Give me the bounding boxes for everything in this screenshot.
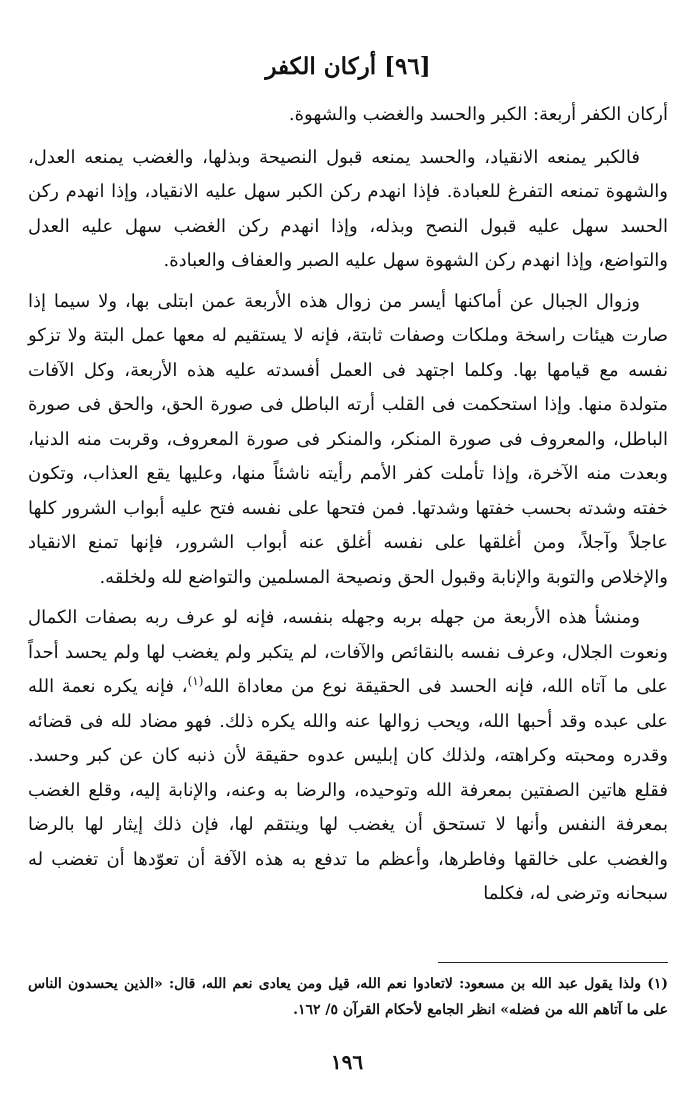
paragraph-intro: أركان الكفر أربعة: الكبر والحسد والغضب والشهوة.	[288, 104, 668, 125]
footnote-text: (١) ولذا يقول عبد الله بن مسعود: لاتعادوا نعم الله، قيل ومن يعادى نعم الله، قال: «الذين يحسدون الناس على ما آتاهم الله من فضله» انظر الجامع لأحكام القرآن ٥/ ١٦٢.	[28, 976, 668, 1018]
page-body	[28, 50, 668, 918]
page-number: ١٩٦	[330, 1050, 364, 1074]
paragraph-pillars: فالكبر يمنعه الانقياد، والحسد يمنعه قبول النصيحة وبذلها، والغضب يمنعه العدل، والشهوة تمنعه التفرغ للعبادة. فإذا انهدم ركن الكبر سهل عليه الانقياد، وإذا انهدم ركن الحسد سهل عليه قبول النصح وبذله، وإذا انهدم ركن الغضب سهل عليه العدل والتواضع، وإذا انهدم ركن الشهوة سهل عليه الصبر والعفاف والعبادة.	[28, 146, 668, 271]
footnote-divider	[438, 962, 668, 963]
footnote-marker[interactable]: (١)	[187, 674, 204, 688]
footnotes-section	[28, 962, 668, 1023]
paragraph-origin-text: ومنشأ هذه الأربعة من جهله بربه وجهله بنفسه، فإنه لو عرف ربه بصفات الكمال ونعوت الجلال، وعرف نفسه بالنقائص والآفات، لم يتكبر ولم يغضب لها ولم يحسد أحداً على ما آتاه الله، فإنه الحسد فى الحقيقة نوع من معاداة الله	[28, 607, 668, 697]
paragraph-origin	[28, 601, 668, 912]
paragraph-origin-continued: ، فإنه يكره نعمة الله على عبده وقد أحبها الله، ويحب زوالها عنه والله يكره ذلك. فهو مضاد لله فى قضائه وقدره ومحبته وكراهته، ولذلك كان إبليس عدوه حقيقة لأن ذنبه كان عن كبر وحسد. فقلع هاتين الصفتين بمعرفة الله وتوحيده، والرضا به وعنه، والإنابة إليه، وقلع الغضب بمعرفة النفس وأنها لا تستحق أن يغضب لها وينتقم لها، فإن ذلك إيثار لها بالرضا والغضب على خالقها وفاطرها، وأعظم ما تدفع به هذه الآفة أن تعوّدها أن تغضب له سبحانه وترضى له، فكلما	[28, 676, 668, 904]
section-title: [٩٦] أركان الكفر	[265, 53, 431, 80]
paragraph-mountains: وزوال الجبال عن أماكنها أيسر من زوال هذه الأربعة عمن ابتلى بها، ولا سيما إذا صارت هيئات راسخة وملكات وصفات ثابتة، فإنه لا يستقيم له معها عمل البتة ولا تزكو نفسه مع قيامها بها. وكلما اجتهد فى العمل أفسدته عليه هذه الأربعة، وكل الآفات متولدة منها. وإذا استحكمت فى القلب أرته الباطل فى صورة الحق، والحق فى صورة الباطل، والمعروف فى صورة المنكر، والمنكر فى صورة المعروف، وقربت منه الدنيا، وبعدت منه الآخرة، وإذا تأملت كفر الأمم رأيته ناشئاً منها، وعليها يقع العذاب، وتكون خفته وشدته بحسب خفتها وشدتها. فمن فتحها على نفسه فتح عليه أبواب الشرور كلها عاجلاً وآجلاً، ومن أغلقها على نفسه أغلق عنه أبواب الشرور، فإنها تمنع الانقياد والإخلاص والتوبة والإنابة وقبول الحق ونصيحة المسلمين والتواضع لله ولخلقه.	[28, 290, 668, 588]
